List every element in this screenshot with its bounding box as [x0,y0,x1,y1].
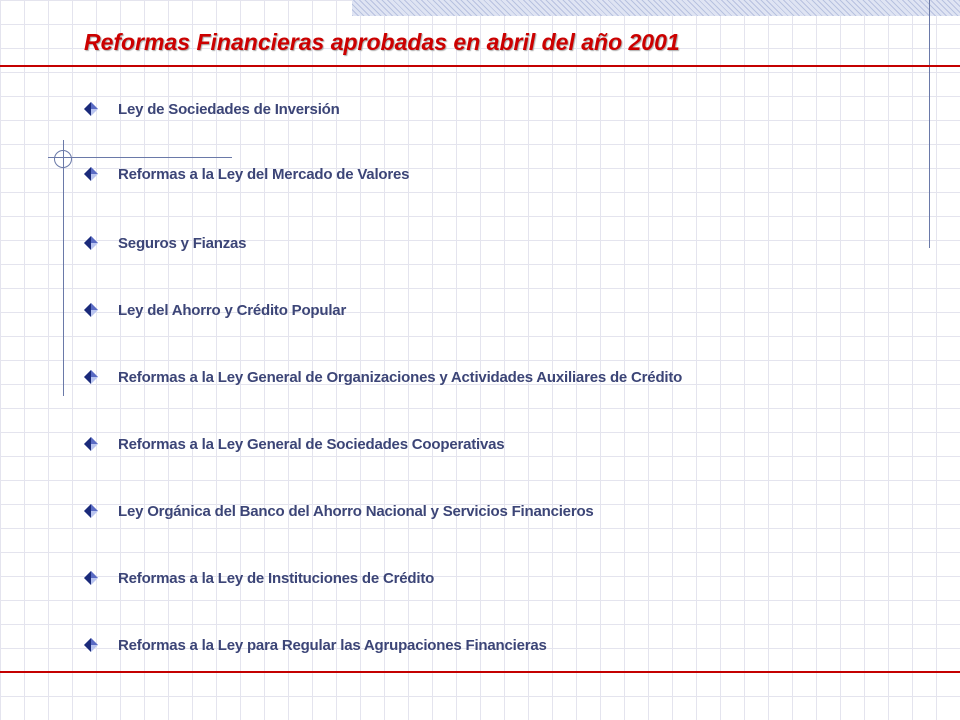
diamond-bullet-icon [84,370,98,384]
diamond-bullet-icon [84,303,98,317]
list-item [84,300,346,320]
list-item [84,233,246,253]
list-item-label: Ley del Ahorro y Crédito Popular [118,301,347,319]
diamond-bullet-icon [84,504,98,518]
list-item [84,164,409,184]
diamond-bullet-icon [84,236,98,250]
list-item [84,568,434,588]
diamond-bullet-icon [84,638,98,652]
list-item [84,434,504,454]
list-item-label: Reformas a la Ley General de Sociedades Cooperativas [118,435,505,453]
list-item-label: Ley de Sociedades de Inversión [118,100,340,118]
list-item-label: Reformas a la Ley para Regular las Agrupaciones Financieras [118,636,547,654]
list-item-label: Ley Orgánica del Banco del Ahorro Nacional y Servicios Financieros [118,502,594,520]
list-item-label: Reformas a la Ley del Mercado de Valores [118,165,410,183]
list-item [84,501,594,521]
diamond-bullet-icon [84,167,98,181]
slide-title: Reformas Financieras aprobadas en abril del año 2001 [84,29,680,55]
list-item [84,367,682,387]
diamond-bullet-icon [84,571,98,585]
list-item-label: Seguros y Fianzas [118,234,247,252]
list-item-label: Reformas a la Ley General de Organizaciones y Actividades Auxiliares de Crédito [118,368,683,386]
list-item-label: Reformas a la Ley de Instituciones de Crédito [118,569,435,587]
diamond-bullet-icon [84,437,98,451]
list-item [84,99,340,119]
list-item [84,635,547,655]
diamond-bullet-icon [84,102,98,116]
